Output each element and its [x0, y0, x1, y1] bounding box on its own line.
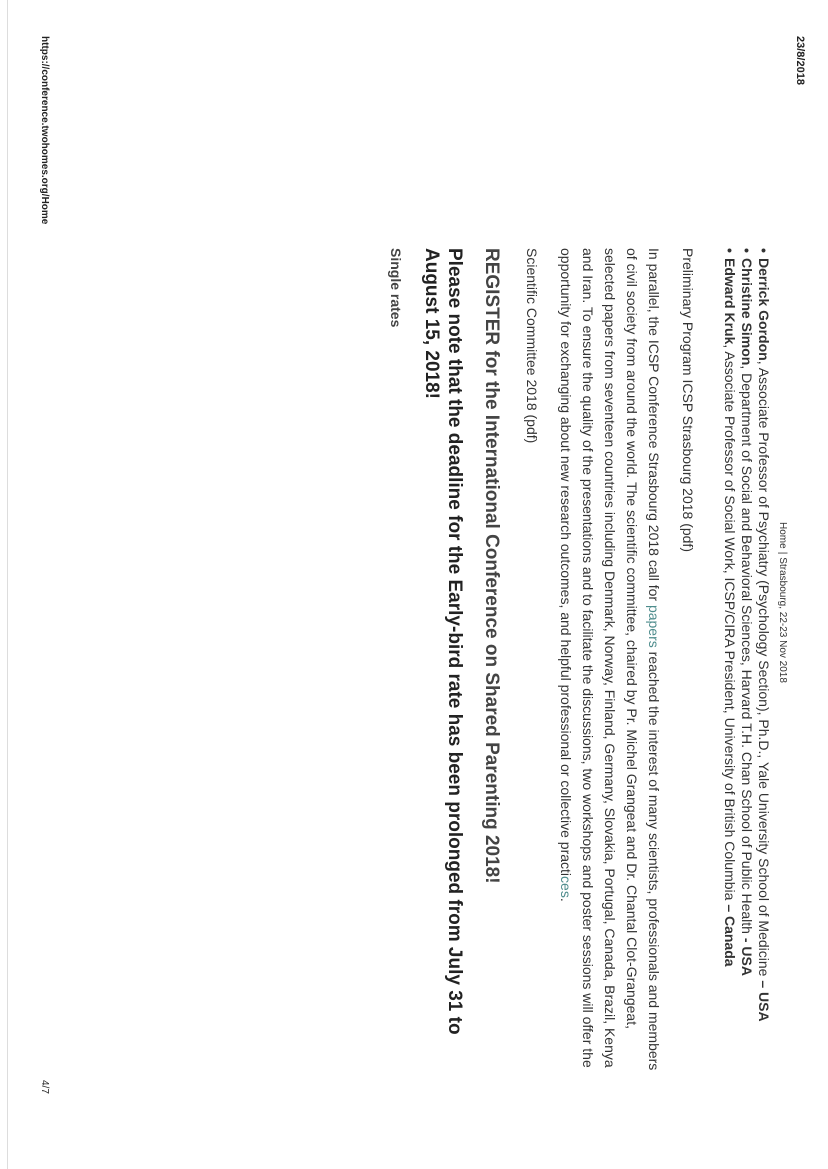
member-country: - USA	[739, 937, 755, 976]
single-rates-heading: Single rates	[388, 248, 404, 328]
scientific-committee-link[interactable]: Scientific Committee 2018 (pdf)	[524, 248, 540, 444]
breadcrumb	[777, 522, 788, 683]
intro-text-3: .	[558, 897, 574, 902]
member-details: , Associate Professor of Psychiatry (Psychology Section), Ph.D., Yale University School of Medicine	[756, 360, 772, 981]
intro-paragraph	[555, 248, 665, 1078]
member-name: Christine Simon	[739, 258, 755, 366]
member-details: , Associate Professor of Social Work, ICSP/CIRA President, University of British Columbia	[722, 344, 738, 905]
intro-text-1: In parallel, the ICSP Conference Strasbourg 2018 call for	[646, 248, 662, 605]
print-date: 23/8/2018	[794, 36, 806, 85]
member-country: – USA	[756, 980, 772, 1022]
member-details: , Department of Social and Behavioral Sciences, Harvard T.H. Chan School of Public Health	[739, 365, 755, 938]
member-country: – Canada	[722, 904, 738, 967]
committee-member-list	[721, 248, 772, 1078]
bullet-icon: •	[739, 248, 755, 253]
main-content	[388, 248, 772, 1078]
register-heading[interactable]: REGISTER for the International Conference on Shared Parenting 2018!	[481, 248, 502, 884]
member-name: Edward Kruk	[722, 258, 738, 345]
deadline-notice: Please note that the deadline for the Early-bird rate has been prolonged from July 31 to August 15, 2018!	[421, 248, 465, 1035]
list-item	[738, 248, 755, 1078]
intro-text-2: reached the interest of many scientists, professionals and members of civil society from around the world. The scientific committee, chaired by Pr. Michel Grangeat and Dr. Chantal Clot-Grangeat, selected papers from seventeen countries including Denmark, Norway, Finland, Germany, Slovakia, Portugal, Canada, Brazil, Kenya and Iran. To ensure the quality of the presentations and to facilitate the discussions, two workshops and poster sessions will offer the opportunity for exchanging about new research outcomes, and helpful professional or collective practi	[558, 248, 662, 1071]
print-url: https://conference.twohomes.org/Home	[39, 36, 50, 225]
member-name: Derrick Gordon	[756, 258, 772, 361]
print-page-number: 4/7	[39, 1080, 50, 1094]
practices-link[interactable]: ces	[558, 876, 574, 898]
breadcrumb-separator: |	[777, 551, 788, 555]
breadcrumb-current: Strasbourg, 22-23 Nov 2018	[777, 557, 788, 683]
preliminary-program-link[interactable]: Preliminary Program ICSP Strasbourg 2018 (pdf)	[680, 248, 696, 552]
list-item	[721, 248, 738, 1078]
breadcrumb-home-link[interactable]: Home	[777, 522, 788, 549]
bullet-icon: •	[722, 248, 738, 253]
bullet-icon: •	[756, 248, 772, 253]
page-edge-divider	[7, 0, 8, 1169]
list-item	[755, 248, 772, 1078]
papers-link[interactable]: papers	[646, 604, 662, 648]
